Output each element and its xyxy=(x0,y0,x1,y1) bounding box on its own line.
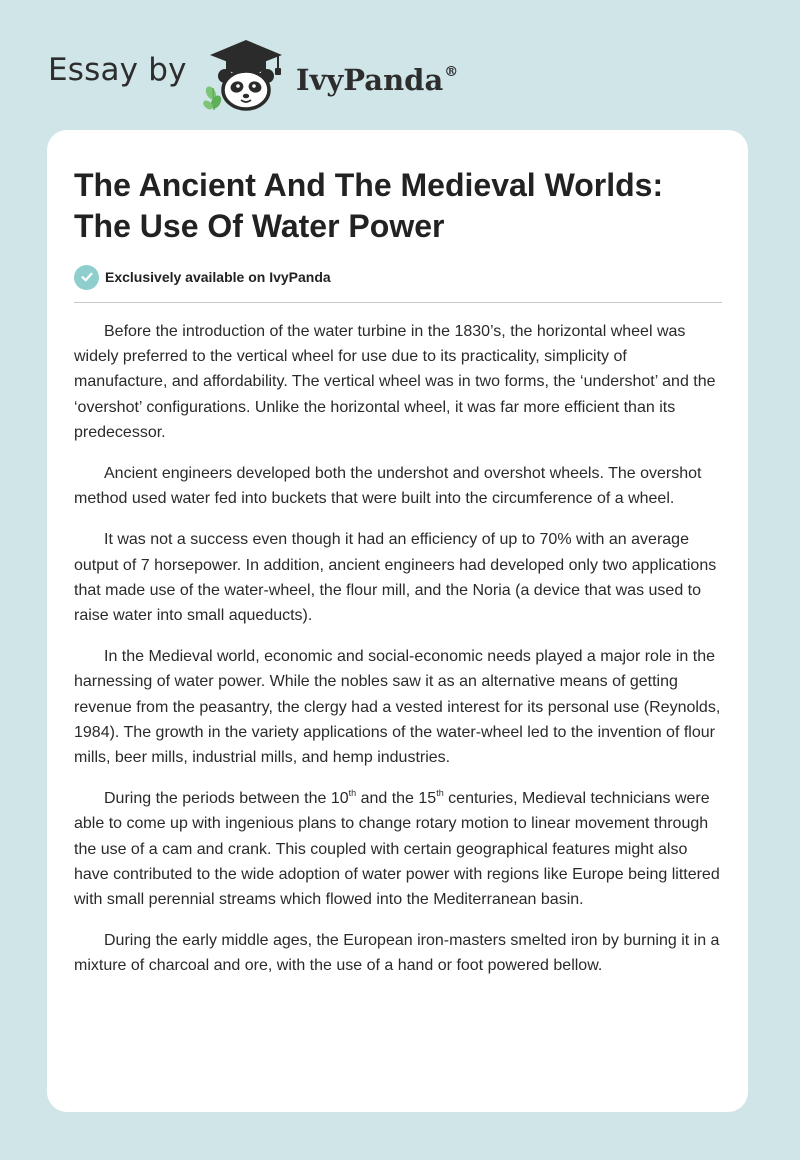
exclusive-text: Exclusively available on IvyPanda xyxy=(105,269,331,285)
paragraph xyxy=(74,786,724,912)
essay-title: The Ancient And The Medieval Worlds: The Use Of Water Power xyxy=(74,167,664,244)
paragraph: Before the introduction of the water turbine in the 1830’s, the horizontal wheel was widely preferred to the vertical wheel for use due to its practicality, simplicity of manufacture, and affordability. The vertical wheel was in two forms, the ‘undershot’ and the ‘overshot’ configurations. Unlike the horizontal wheel, it was far more efficient than its predecessor. xyxy=(74,323,716,441)
paragraph: In the Medieval world, economic and social-economic needs played a major role in the harnessing of water power. While the nobles saw it as an alternative means of getting revenue from the peasantry, the clergy had a vested interest for its personal use (Reynolds, 1984). The growth in the variety applications of the water-wheel led to the invention of flour mills, beer mills, industrial mills, and hemp industries. xyxy=(74,648,721,767)
paragraph: During the early middle ages, the European iron-masters smelted iron by burning it in a mixture of charcoal and ore, with the use of a hand or foot powered bellow. xyxy=(74,932,720,975)
panda-logo-icon[interactable] xyxy=(200,36,292,112)
essay-by-label: Essay by xyxy=(48,52,187,88)
paragraph-text: centuries, Medieval technicians were able to come up with ingenious plans to change rotary motion to linear movement through the use of a cam and crank. This coupled with certain geographical features might also have contributed to the wide adoption of water power with regions like Europe being littered with small perennial streams which flowed into the Mediterranean basin. xyxy=(74,790,720,909)
brand-name[interactable] xyxy=(296,52,458,100)
essay-card xyxy=(47,130,748,1112)
registered-mark: ® xyxy=(444,64,459,80)
paragraph-text: During the periods between the 10 xyxy=(104,790,349,808)
exclusive-badge xyxy=(74,264,331,290)
paragraph: Ancient engineers developed both the undershot and overshot wheels. The overshot method used water fed into buckets that were built into the circumference of a wheel. xyxy=(74,465,702,508)
ordinal-suffix: th xyxy=(436,788,444,799)
paragraph-text: and the 15 xyxy=(356,790,437,808)
divider xyxy=(74,302,722,303)
ordinal-suffix: th xyxy=(348,788,357,799)
site-header xyxy=(0,0,800,120)
check-circle-icon xyxy=(74,265,99,290)
paragraph: It was not a success even though it had an efficiency of up to 70% with an average output of 7 horsepower. In addition, ancient engineers had developed only two applications that made use of the water-wheel, the flour mill, and the Noria (a device that was used to raise water into small aqueducts). xyxy=(74,531,717,625)
essay-body xyxy=(74,319,724,995)
brand-text: IvyPanda xyxy=(296,63,444,97)
